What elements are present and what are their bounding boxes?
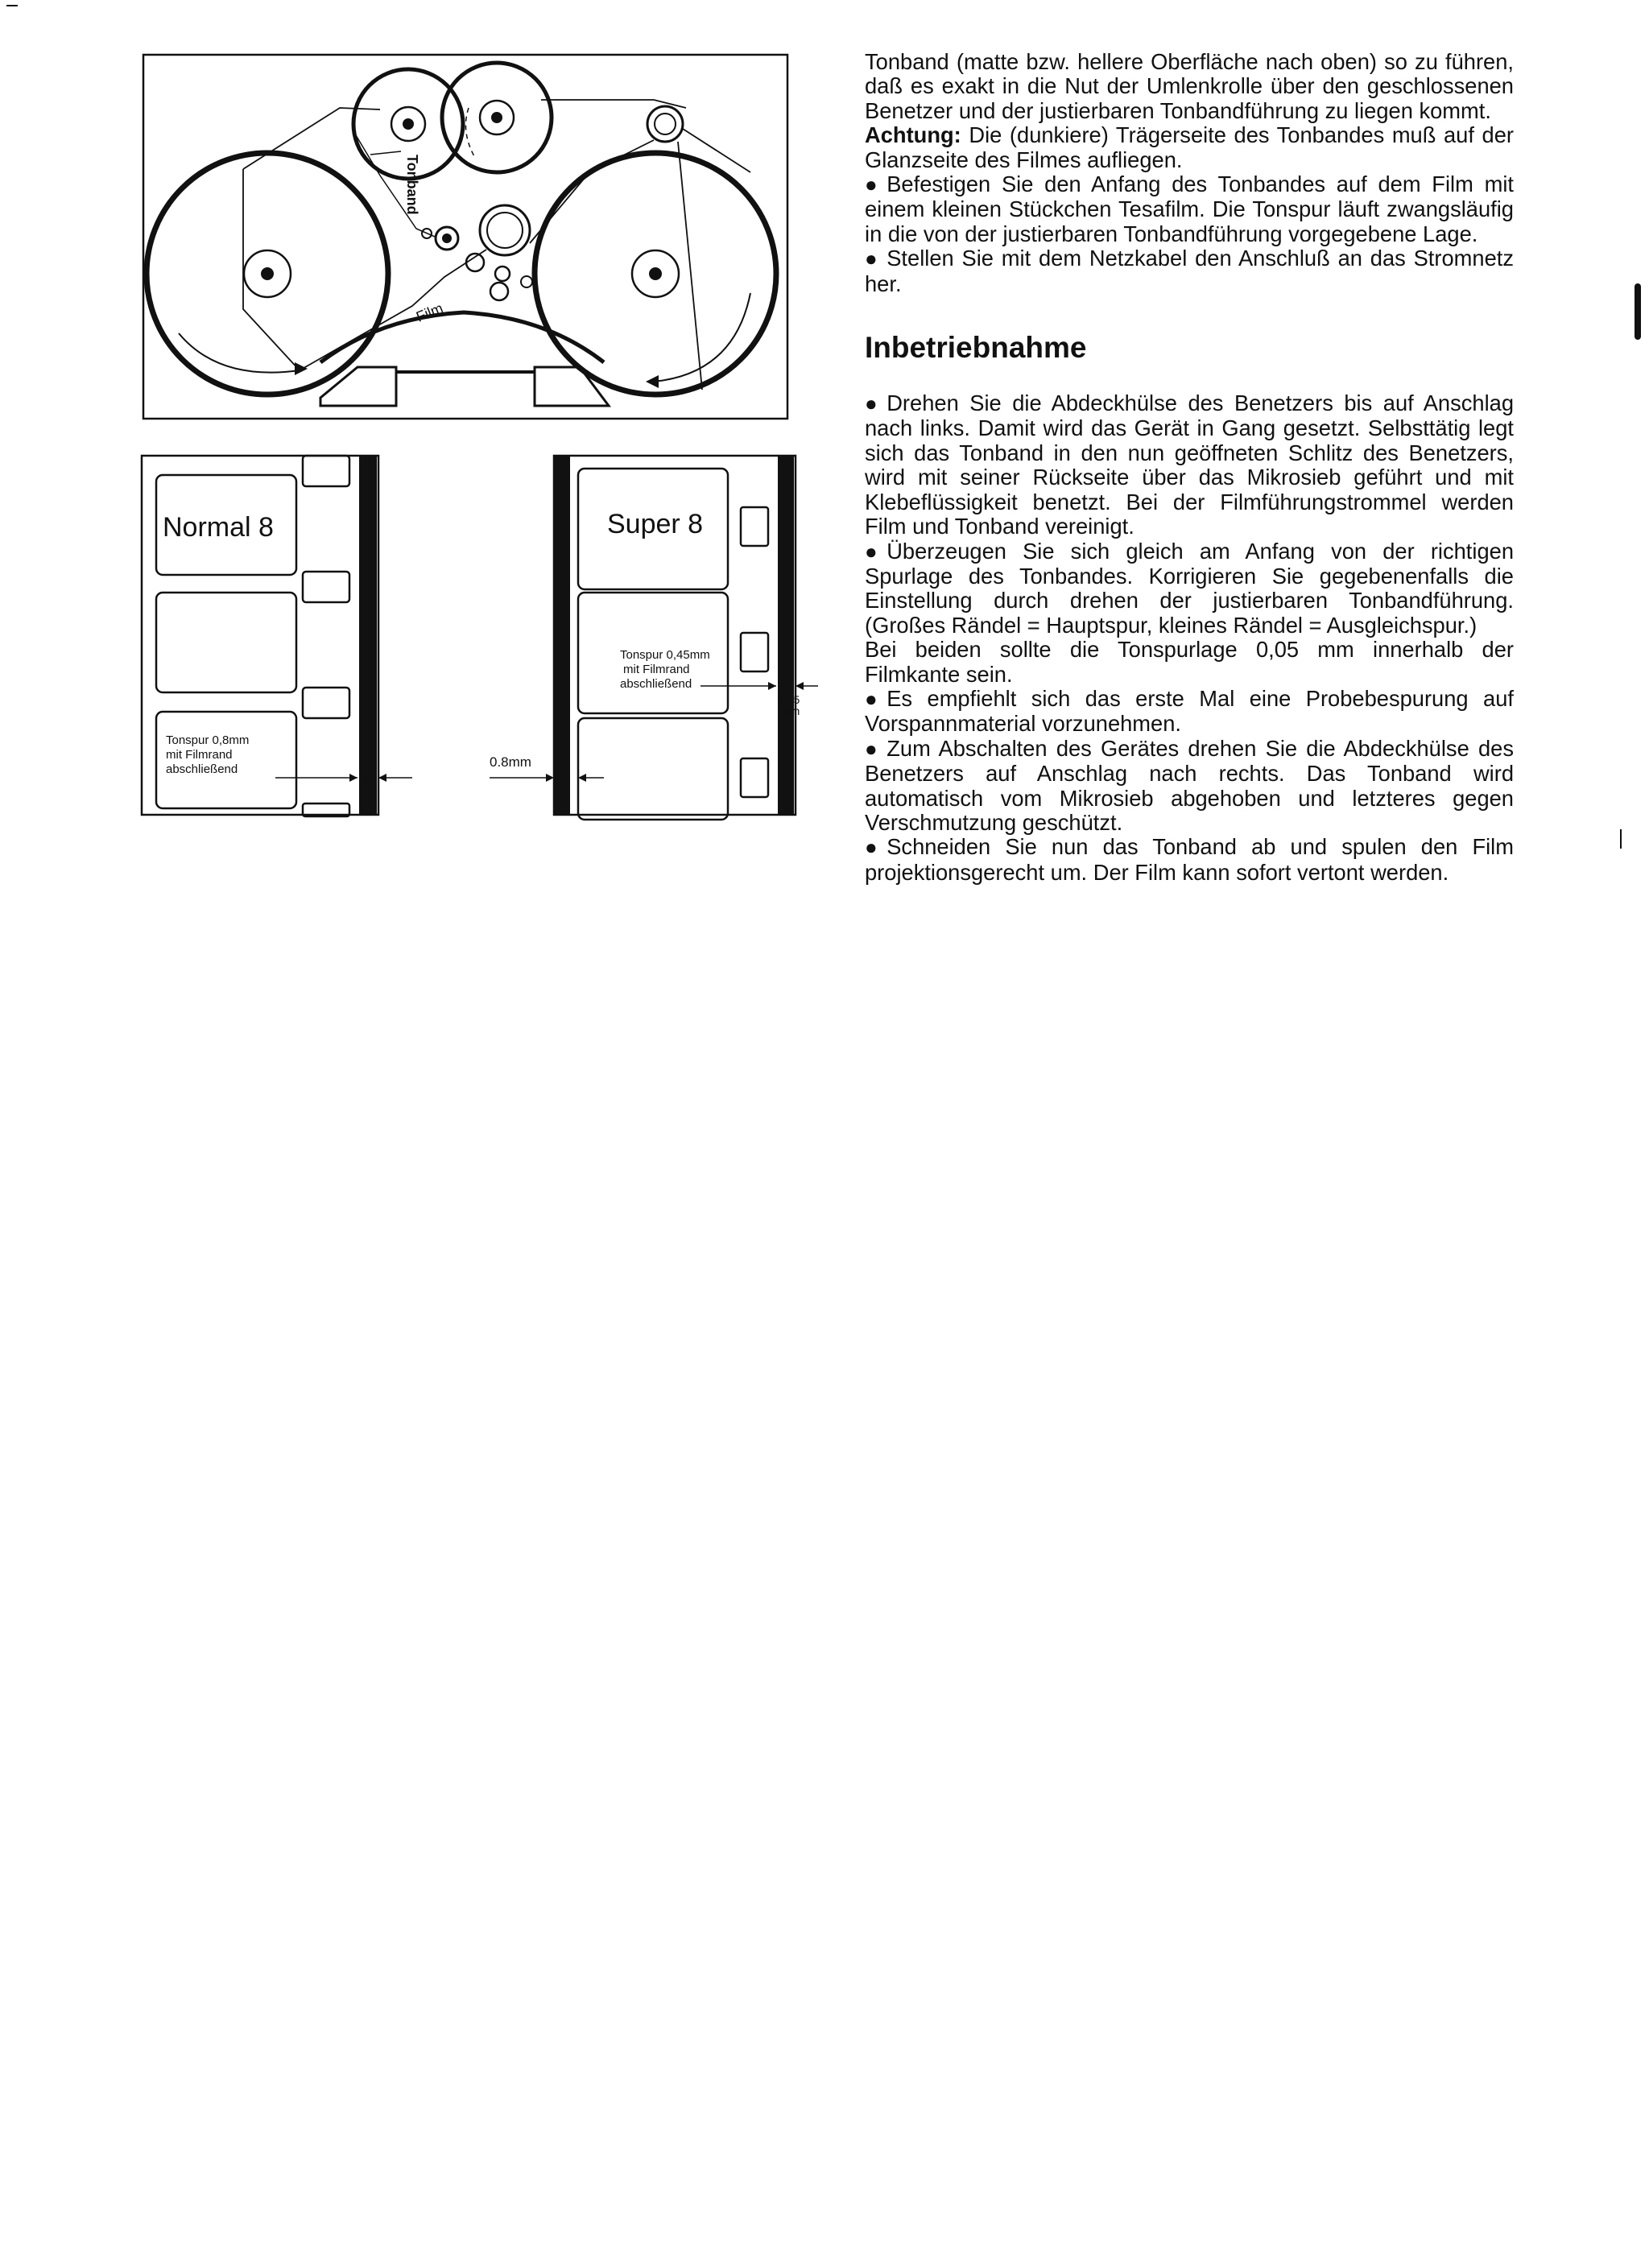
warning-text: Die (dunkiere) Trägerseite des Tonbandes muß auf der Glanzseite des Filmes aufliegen. xyxy=(865,122,1514,172)
normal8-dimension: 0.8mm xyxy=(490,754,531,770)
super8-caption-3: abschließend xyxy=(620,677,692,691)
normal8-caption-1: Tonspur 0,8mm xyxy=(166,733,250,747)
scan-mark-small xyxy=(1620,829,1622,849)
super8-dimension-2: mm xyxy=(781,704,800,717)
section2-bullet-3: ● Es empfiehlt sich das erste Mal eine Probebespurung auf Vorspannmaterial vorzunehmen. xyxy=(865,687,1514,737)
section2-heading: Inbetriebnahme xyxy=(865,331,1087,365)
section1-intro: Tonband (matte bzw. hellere Oberfläche nach oben) so zu führen, daß es exakt in die Nut der Umlenkrolle über den geschlossenen Benetzer und der justierbaren Tonbandführung zu liegen kommt. xyxy=(865,49,1514,123)
section1-bullet-1: ● Befestigen Sie den Anfang des Tonbandes auf dem Film mit einem kleinen Stückchen Tesafilm. Die Tonspur läuft zwangsläufig in die von der justierbaren Tonbandführung vorgegebene Lage. xyxy=(865,172,1514,246)
instruction-text-column xyxy=(865,50,1514,885)
film-label: Film xyxy=(414,300,446,325)
scan-mark-corner xyxy=(6,5,18,6)
normal8-caption-2: mit Filmrand xyxy=(166,748,233,762)
normal8-title: Normal 8 xyxy=(163,512,274,543)
super8-caption-2: mit Filmrand xyxy=(623,663,690,676)
projector-threading-diagram xyxy=(138,52,792,422)
warning-label: Achtung: xyxy=(865,122,961,148)
tonband-label: Tonband xyxy=(404,155,420,215)
section2-bullet-5: ● Schneiden Sie nun das Tonband ab und spulen den Film projektionsgerecht um. Der Film kann sofort vertont werden. xyxy=(865,835,1514,885)
normal8-film-diagram xyxy=(138,452,422,820)
super8-title: Super 8 xyxy=(607,509,704,539)
section2-bullet-2: ● Überzeugen Sie sich gleich am Anfang von der richtigen Spurlage des Tonbandes. Korrigieren Sie gegebenenfalls die Einstellung durch drehen der justierbaren Tonbandführung. (Großes Rändel = Hauptspur, kleines Rändel = Ausgleichspur.) xyxy=(865,539,1514,638)
super8-dimension-1: 0,45 xyxy=(778,693,800,706)
section1-bullet-2: ● Stellen Sie mit dem Netzkabel den Anschluß an das Stromnetz her. xyxy=(865,246,1514,296)
section2-bullet-4: ● Zum Abschalten des Gerätes drehen Sie die Abdeckhülse des Benetzers auf Anschlag nach rechts. Das Tonband wird automatisch vom Mikrosieb abgehoben und letzteres gegen Verschmutzung geschützt. xyxy=(865,737,1514,836)
normal8-caption-3: abschließend xyxy=(166,762,238,776)
section2-bullet-1: ● Drehen Sie die Abdeckhülse des Benetzers bis auf Anschlag nach links. Damit wird das Gerät in Gang gesetzt. Selbsttätig legt sich das Tonband in den nun geöffneten Schlitz des Benetzers, wird mit seiner Rückseite über das Mikrosieb geführt und mit Klebeflüssigkeit benetzt. Bei der Filmführungstrommel werden Film und Tonband vereinigt. xyxy=(865,391,1514,539)
super8-film-diagram xyxy=(475,452,823,820)
section2-note: Bei beiden sollte die Tonspurlage 0,05 mm innerhalb der Filmkante sein. xyxy=(865,637,1514,687)
section1-warning xyxy=(865,123,1514,172)
super8-caption-1: Tonspur 0,45mm xyxy=(620,648,710,662)
scan-mark-edge xyxy=(1635,283,1641,340)
